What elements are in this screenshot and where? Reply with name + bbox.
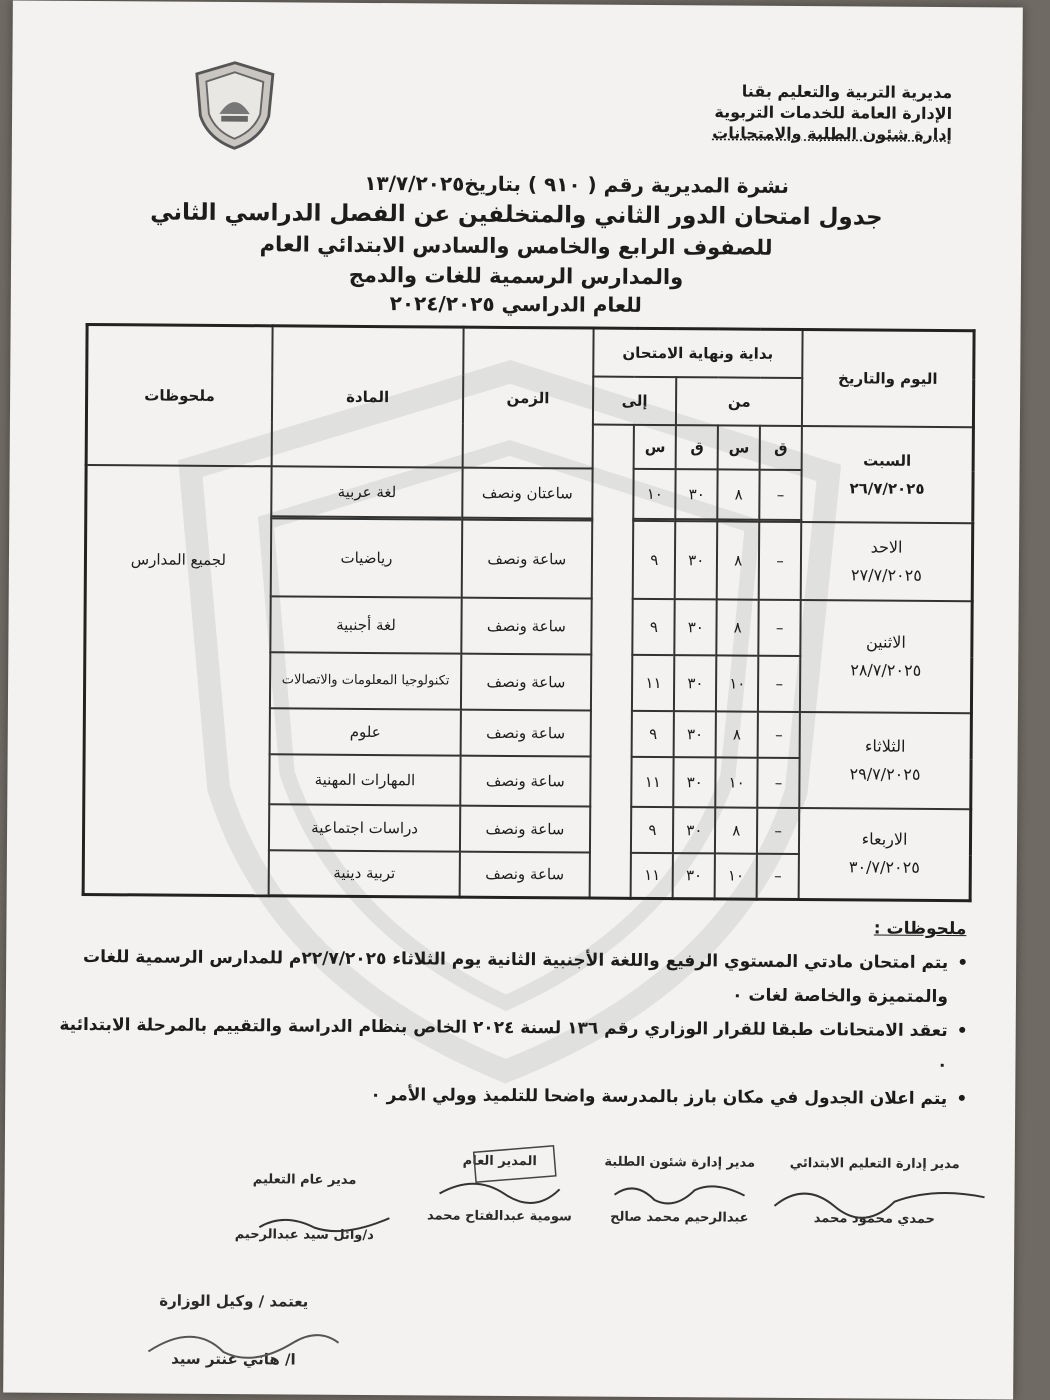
date-cell-wednesday <box>799 808 971 901</box>
duration: ساعة ونصف <box>461 653 591 710</box>
subject: تكنولوجيا المعلومات والاتصالات <box>270 652 462 709</box>
handwritten-signature-icon <box>143 1311 343 1372</box>
from-hour: ٨ <box>717 599 759 655</box>
to-min: ٣٠ <box>673 807 715 853</box>
title-line-2: للصفوف الرابع والخامس والسادس الابتدائي العام <box>259 232 773 260</box>
day-name: الثلاثاء <box>864 735 906 756</box>
academic-year: للعام الدراسي ٢٠٢٤/٢٠٢٥ <box>389 291 642 317</box>
subject: دراسات اجتماعية <box>269 804 461 851</box>
day-name: السبت <box>863 450 912 470</box>
from-min: – <box>758 655 800 711</box>
day-date: ٢٨/٧/٢٠٢٥ <box>850 659 922 680</box>
duration: ساعة ونصف <box>462 519 592 598</box>
header-min: ق <box>676 425 718 469</box>
header-hour: س <box>634 424 676 468</box>
header-from: من <box>676 377 802 426</box>
day-date: ٢٦/٧/٢٠٢٥ <box>849 478 925 498</box>
duration: ساعة ونصف <box>460 755 590 806</box>
header-min: ق <box>760 425 802 469</box>
subject: رياضيات <box>271 518 463 597</box>
to-min: ٣٠ <box>675 521 717 599</box>
duration: ساعة ونصف <box>460 805 590 852</box>
from-min: – <box>757 757 799 807</box>
from-hour: ١٠ <box>715 853 757 899</box>
document-titles <box>11 168 1022 319</box>
bulletin-number: نشرة المديرية رقم ( ٩١٠ ) بتاريخ١٣/٧/٢٠٢٥ <box>364 170 790 198</box>
ministry-logo-icon <box>187 57 283 153</box>
from-min: – <box>759 469 801 519</box>
header-row <box>87 325 974 379</box>
notes-section <box>45 906 976 1116</box>
to-hour: ٩ <box>633 598 675 654</box>
from-min: – <box>757 807 799 853</box>
header-start-end: بداية ونهاية الامتحان <box>593 328 803 377</box>
day-name: الاحد <box>870 536 903 557</box>
notes-heading: ملحوظات : <box>873 918 967 940</box>
day-date: ٢٧/٧/٢٠٢٥ <box>850 564 922 585</box>
note-item: • يتم امتحان مادتي المستوي الرفيع واللغة الأجنبية الثانية يوم الثلاثاء ٢٢/٧/٢٠٢٥م للمدارس الرسمية للغات والمتميزة والخاصة لغات ٠ <box>46 940 976 1014</box>
to-hour: ٩ <box>633 520 675 598</box>
from-hour: ١٠ <box>716 757 758 807</box>
subject: لغة أجنبية <box>270 596 462 653</box>
day-date: ٢٩/٧/٢٠٢٥ <box>849 763 921 784</box>
header-day-date: اليوم والتاريخ <box>802 330 974 427</box>
to-min: ٣٠ <box>674 711 716 757</box>
subject: لغة عربية <box>271 466 463 517</box>
duration: ساعتان ونصف <box>462 467 592 518</box>
from-hour: ٨ <box>716 711 758 757</box>
duration: ساعة ونصف <box>460 851 590 898</box>
title-line-1: جدول امتحان الدور الثاني والمتخلفين عن الفصل الدراسي الثاني <box>150 199 883 231</box>
handwritten-signature-icon <box>604 1175 754 1216</box>
header-notes: ملحوظات <box>86 325 272 466</box>
to-hour: ١٠ <box>634 468 676 518</box>
stamp-mark-icon <box>434 1143 564 1214</box>
to-min: ٣٠ <box>675 599 717 655</box>
signature-name: عبدالرحيم محمد صالح <box>610 1209 749 1226</box>
to-min: ٣٠ <box>674 655 716 711</box>
to-hour: ١١ <box>632 654 674 710</box>
exam-schedule-table <box>82 323 976 902</box>
signature-name: سومية عبدالفتاح محمد <box>426 1208 572 1225</box>
to-hour: ١١ <box>632 756 674 806</box>
from-hour: ١٠ <box>716 655 758 711</box>
signature-role: مدير إدارة التعليم الابتدائي <box>789 1155 960 1173</box>
to-min: ٣٠ <box>674 757 716 807</box>
subject: تربية دينية <box>269 850 461 897</box>
from-min: – <box>757 853 799 899</box>
from-min: – <box>758 711 800 757</box>
note-item: • يتم اعلان الجدول في مكان بارز بالمدرسة واضحا للتلميذ وولي الأمر ٠ <box>45 1076 975 1116</box>
handwritten-signature-icon <box>764 1176 994 1228</box>
header-duration: الزمن <box>463 327 594 468</box>
to-hour: ٩ <box>632 710 674 756</box>
header-line: إدارة شئون الطلبة والامتحانات <box>712 123 953 145</box>
to-min: ٣٠ <box>676 469 718 519</box>
from-min: – <box>759 521 801 599</box>
signature-role: مدير إدارة شئون الطلبة <box>604 1154 756 1171</box>
title-line-3: والمدارس الرسمية للغات والدمج <box>348 262 684 290</box>
from-hour: ٨ <box>717 521 759 599</box>
day-name: الاربعاء <box>861 829 908 850</box>
duration: ساعة ونصف <box>461 709 591 756</box>
signature-name: د/وائل سيد عبدالرحيم <box>234 1227 374 1244</box>
date-cell-saturday <box>801 426 973 523</box>
handwritten-signature-icon <box>254 1202 394 1243</box>
document-page <box>3 0 1023 1399</box>
date-cell-tuesday <box>799 712 971 809</box>
note-item: • تعقد الامتحانات طبقا للقرار الوزاري رقم ١٣٦ لسنة ٢٠٢٤ الخاص بنظام الدراسة والتقييم بالمرحلة الابتدائية ٠ <box>45 1008 975 1082</box>
notes-cell: لجميع المدارس <box>83 465 271 896</box>
date-cell-monday <box>800 600 972 713</box>
signature-name: ا/ هاني عنتر سيد <box>171 1349 296 1369</box>
date-cell-sunday <box>801 522 973 601</box>
header-line: مديرية التربية والتعليم بقنا <box>741 81 953 103</box>
issuing-office-header <box>632 80 952 145</box>
signature-role: يعتمد / وكيل الوزارة <box>159 1291 309 1311</box>
day-date: ٣٠/٧/٢٠٢٥ <box>848 857 920 878</box>
from-hour: ٨ <box>715 807 757 853</box>
to-min: ٣٠ <box>673 853 715 899</box>
header-hour: س <box>718 425 760 469</box>
duration: ساعة ونصف <box>461 597 591 654</box>
signature-role: المدير العام <box>462 1153 537 1170</box>
subject: المهارات المهنية <box>269 754 461 805</box>
from-hour: ٨ <box>718 469 760 519</box>
day-name: الاثنين <box>865 631 906 652</box>
header-line: الإدارة العامة للخدمات التربوية <box>714 102 953 124</box>
header-to: إلى <box>593 376 677 425</box>
to-hour: ٩ <box>631 806 673 852</box>
signature-name: حمدي محمود محمد <box>813 1211 936 1227</box>
from-min: – <box>758 599 800 655</box>
to-hour: ١١ <box>631 852 673 898</box>
header-subject: المادة <box>272 326 464 467</box>
subject: علوم <box>270 708 462 755</box>
signature-role: مدير عام التعليم <box>252 1172 357 1188</box>
